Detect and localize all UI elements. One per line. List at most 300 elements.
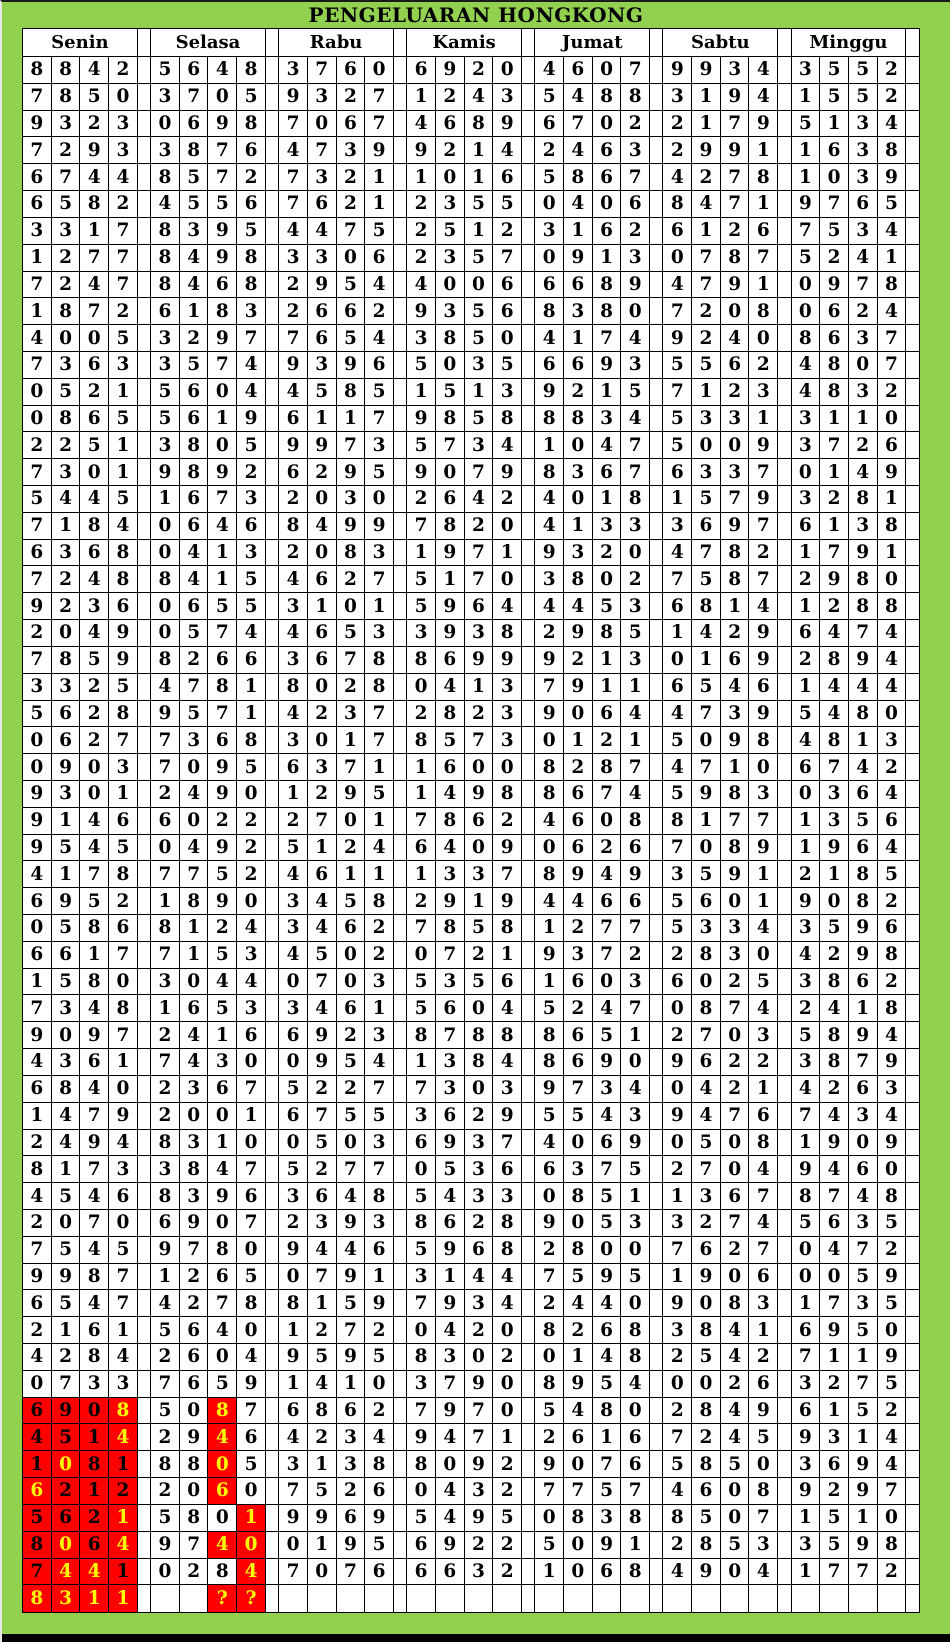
separator-cell — [650, 1504, 663, 1531]
digit-cell: 2 — [820, 244, 849, 271]
digit-cell: 2 — [336, 1022, 365, 1049]
digit-cell: 3 — [365, 539, 394, 566]
digit-cell: 9 — [820, 1317, 849, 1344]
separator-cell — [906, 754, 920, 781]
digit-cell: 8 — [749, 727, 778, 754]
digit-cell: 3 — [791, 915, 820, 942]
digit-cell: 9 — [564, 673, 593, 700]
digit-cell: 3 — [564, 459, 593, 486]
digit-cell: 8 — [365, 1183, 394, 1210]
digit-cell: 9 — [820, 271, 849, 298]
digit-cell: 5 — [464, 915, 493, 942]
digit-cell: 7 — [23, 1558, 52, 1585]
digit-cell: 7 — [23, 566, 52, 593]
digit-cell: 3 — [407, 1370, 436, 1397]
digit-cell: 2 — [80, 1504, 109, 1531]
digit-cell: 0 — [435, 271, 464, 298]
separator-cell — [778, 968, 791, 995]
digit-cell: 3 — [307, 1209, 336, 1236]
digit-cell: 2 — [109, 191, 138, 218]
digit-cell: 0 — [720, 1504, 749, 1531]
digit-cell: 2 — [564, 378, 593, 405]
digit-cell: 9 — [848, 1531, 877, 1558]
digit-cell: 9 — [692, 57, 721, 84]
digit-cell: 1 — [749, 861, 778, 888]
digit-cell: 0 — [621, 1290, 650, 1317]
digit-cell: 6 — [307, 861, 336, 888]
digit-cell: 1 — [877, 486, 906, 513]
digit-cell: 5 — [365, 1531, 394, 1558]
separator-cell — [265, 1424, 278, 1451]
digit-cell: 1 — [109, 378, 138, 405]
digit-cell: 9 — [493, 459, 522, 486]
digit-cell: 7 — [848, 1370, 877, 1397]
digit-cell: 1 — [663, 620, 692, 647]
digit-cell: 8 — [749, 1129, 778, 1156]
digit-cell: 2 — [307, 1317, 336, 1344]
digit-cell: 5 — [208, 861, 237, 888]
digit-cell: 9 — [365, 512, 394, 539]
separator-cell — [778, 486, 791, 513]
digit-cell: 3 — [464, 432, 493, 459]
digit-cell: 4 — [592, 1290, 621, 1317]
digit-cell: 4 — [535, 888, 564, 915]
digit-cell: 6 — [179, 405, 208, 432]
separator-cell — [265, 1397, 278, 1424]
digit-cell: 8 — [109, 995, 138, 1022]
table-row — [23, 1049, 920, 1076]
digit-cell: 7 — [179, 1531, 208, 1558]
digit-cell: 6 — [237, 1022, 266, 1049]
digit-cell: 4 — [848, 244, 877, 271]
separator-cell — [522, 727, 535, 754]
digit-cell: 8 — [51, 1075, 80, 1102]
digit-cell: 4 — [80, 57, 109, 84]
digit-cell: 2 — [307, 700, 336, 727]
digit-cell: 9 — [535, 1075, 564, 1102]
digit-cell: 7 — [877, 325, 906, 352]
digit-cell: 0 — [151, 110, 180, 137]
digit-cell: 7 — [336, 754, 365, 781]
digit-cell: 1 — [592, 244, 621, 271]
digit-cell: 2 — [336, 1478, 365, 1505]
digit-cell: 9 — [848, 539, 877, 566]
digit-cell: 4 — [307, 888, 336, 915]
separator-cell — [265, 1209, 278, 1236]
separator-cell — [393, 1478, 406, 1505]
separator-cell — [650, 1451, 663, 1478]
digit-cell: 6 — [336, 1504, 365, 1531]
digit-cell: 4 — [208, 57, 237, 84]
separator-cell — [137, 325, 150, 352]
digit-cell: 4 — [535, 593, 564, 620]
table-row — [23, 325, 920, 352]
digit-cell: 5 — [365, 378, 394, 405]
digit-cell: 3 — [848, 217, 877, 244]
digit-cell: 0 — [464, 754, 493, 781]
digit-cell: 2 — [51, 566, 80, 593]
table-row — [23, 1397, 920, 1424]
digit-cell: 7 — [407, 512, 436, 539]
digit-cell: 3 — [791, 1451, 820, 1478]
separator-cell — [265, 110, 278, 137]
digit-cell: 9 — [791, 1156, 820, 1183]
digit-cell: 6 — [80, 539, 109, 566]
digit-cell: 4 — [621, 780, 650, 807]
digit-cell: 9 — [877, 459, 906, 486]
digit-cell: 1 — [749, 405, 778, 432]
digit-cell: 1 — [279, 1370, 308, 1397]
digit-cell: 6 — [237, 137, 266, 164]
digit-cell: 3 — [51, 1049, 80, 1076]
digit-cell: 9 — [80, 137, 109, 164]
digit-cell: 5 — [407, 566, 436, 593]
digit-cell: 6 — [592, 888, 621, 915]
digit-cell: 7 — [564, 1478, 593, 1505]
digit-cell: 5 — [151, 1504, 180, 1531]
digit-cell: 7 — [592, 1156, 621, 1183]
digit-cell: 6 — [720, 1183, 749, 1210]
digit-cell: 0 — [592, 566, 621, 593]
digit-cell: 9 — [208, 244, 237, 271]
digit-cell: 4 — [493, 137, 522, 164]
digit-cell: 2 — [151, 1102, 180, 1129]
digit-cell: 3 — [365, 620, 394, 647]
separator-cell — [650, 646, 663, 673]
digit-cell: 0 — [621, 1049, 650, 1076]
digit-cell: 2 — [407, 191, 436, 218]
digit-cell: 7 — [692, 754, 721, 781]
separator-cell — [265, 1531, 278, 1558]
digit-cell: 9 — [179, 1424, 208, 1451]
digit-cell: 2 — [279, 486, 308, 513]
digit-cell: 6 — [435, 1558, 464, 1585]
digit-cell: 9 — [435, 1531, 464, 1558]
digit-cell: 7 — [279, 325, 308, 352]
digit-cell: 2 — [720, 1370, 749, 1397]
separator-cell — [265, 646, 278, 673]
digit-cell: 1 — [663, 1263, 692, 1290]
digit-cell: 9 — [720, 137, 749, 164]
digit-cell: 6 — [564, 1022, 593, 1049]
digit-cell: 2 — [720, 1049, 749, 1076]
digit-cell: 1 — [365, 861, 394, 888]
digit-cell: 8 — [464, 110, 493, 137]
digit-cell: 3 — [179, 1129, 208, 1156]
digit-cell: 4 — [109, 1129, 138, 1156]
separator-cell — [906, 351, 920, 378]
digit-cell: 2 — [692, 1209, 721, 1236]
digit-cell: 8 — [848, 566, 877, 593]
table-row — [23, 1236, 920, 1263]
digit-cell: 0 — [435, 164, 464, 191]
separator-cell — [393, 459, 406, 486]
digit-cell: 9 — [208, 754, 237, 781]
digit-cell: 5 — [237, 593, 266, 620]
digit-cell: 3 — [621, 351, 650, 378]
digit-cell: 9 — [464, 646, 493, 673]
digit-cell: 1 — [791, 834, 820, 861]
separator-cell — [265, 915, 278, 942]
digit-cell: 9 — [336, 1531, 365, 1558]
separator-cell — [393, 486, 406, 513]
digit-cell: 0 — [493, 512, 522, 539]
table-row — [23, 673, 920, 700]
digit-cell: 3 — [791, 1049, 820, 1076]
digit-cell: 4 — [621, 1075, 650, 1102]
digit-cell: 3 — [151, 1156, 180, 1183]
digit-cell: 5 — [307, 1344, 336, 1371]
digit-cell: 1 — [791, 164, 820, 191]
digit-cell: 6 — [493, 271, 522, 298]
digit-cell: 1 — [109, 1049, 138, 1076]
digit-cell: 2 — [621, 566, 650, 593]
digit-cell: 0 — [820, 1263, 849, 1290]
digit-cell: 8 — [877, 593, 906, 620]
separator-cell — [137, 1102, 150, 1129]
digit-cell: 8 — [151, 646, 180, 673]
digit-cell: 8 — [237, 271, 266, 298]
digit-cell: 8 — [564, 164, 593, 191]
digit-cell: 6 — [564, 834, 593, 861]
digit-cell: 6 — [749, 1263, 778, 1290]
digit-cell: 9 — [535, 646, 564, 673]
digit-cell: 9 — [464, 1370, 493, 1397]
digit-cell: 5 — [208, 941, 237, 968]
separator-cell — [265, 727, 278, 754]
digit-cell: 7 — [592, 325, 621, 352]
digit-cell: 8 — [435, 405, 464, 432]
digit-cell: 4 — [435, 1183, 464, 1210]
digit-cell: 5 — [307, 378, 336, 405]
separator-cell — [522, 110, 535, 137]
separator-cell — [522, 1156, 535, 1183]
separator-cell — [522, 700, 535, 727]
separator-cell — [265, 378, 278, 405]
digit-cell: 5 — [23, 1504, 52, 1531]
digit-cell: 1 — [592, 673, 621, 700]
digit-cell: 6 — [179, 1317, 208, 1344]
digit-cell: 8 — [279, 673, 308, 700]
separator-cell — [906, 1102, 920, 1129]
digit-cell: 4 — [621, 1370, 650, 1397]
digit-cell: 3 — [493, 727, 522, 754]
digit-cell: 9 — [208, 780, 237, 807]
digit-cell: 2 — [848, 432, 877, 459]
digit-cell: 7 — [208, 700, 237, 727]
separator-cell — [650, 700, 663, 727]
digit-cell: 1 — [621, 1183, 650, 1210]
digit-cell: 9 — [791, 1478, 820, 1505]
digit-cell: 9 — [720, 83, 749, 110]
digit-cell: 2 — [237, 164, 266, 191]
digit-cell: 5 — [663, 888, 692, 915]
digit-cell — [663, 1585, 692, 1613]
digit-cell: 5 — [307, 1129, 336, 1156]
digit-cell: 5 — [493, 191, 522, 218]
digit-cell: 7 — [435, 432, 464, 459]
separator-cell — [906, 593, 920, 620]
separator-cell — [778, 351, 791, 378]
digit-cell: 9 — [877, 1263, 906, 1290]
digit-cell: 4 — [749, 1558, 778, 1585]
digit-cell: 3 — [151, 83, 180, 110]
digit-cell: 1 — [692, 646, 721, 673]
digit-cell: 5 — [848, 807, 877, 834]
digit-cell: 5 — [820, 1531, 849, 1558]
separator-cell — [393, 1129, 406, 1156]
digit-cell: 6 — [151, 807, 180, 834]
separator-cell — [393, 1424, 406, 1451]
digit-cell: 3 — [80, 593, 109, 620]
separator-cell — [265, 1183, 278, 1210]
digit-cell: 8 — [365, 646, 394, 673]
digit-cell: 7 — [109, 1290, 138, 1317]
separator-cell — [906, 673, 920, 700]
digit-cell: 3 — [179, 1183, 208, 1210]
digit-cell: 7 — [435, 941, 464, 968]
digit-cell: 2 — [464, 512, 493, 539]
digit-cell: 7 — [435, 1370, 464, 1397]
digit-cell: 5 — [464, 191, 493, 218]
separator-cell — [137, 351, 150, 378]
digit-cell: 4 — [493, 432, 522, 459]
digit-cell: 1 — [464, 888, 493, 915]
digit-cell: 7 — [720, 1102, 749, 1129]
digit-cell: 3 — [279, 1451, 308, 1478]
digit-cell: 7 — [820, 754, 849, 781]
digit-cell: 8 — [820, 1049, 849, 1076]
separator-cell — [522, 1531, 535, 1558]
separator-cell — [265, 486, 278, 513]
digit-cell: 5 — [407, 995, 436, 1022]
digit-cell: 0 — [877, 1156, 906, 1183]
digit-cell: 4 — [80, 807, 109, 834]
digit-cell: 6 — [692, 1236, 721, 1263]
digit-cell: 6 — [365, 1478, 394, 1505]
separator-cell — [650, 57, 663, 84]
digit-cell: 8 — [208, 1236, 237, 1263]
digit-cell: 4 — [237, 1558, 266, 1585]
separator-cell — [778, 1504, 791, 1531]
digit-cell: 8 — [51, 405, 80, 432]
digit-cell: 8 — [151, 1183, 180, 1210]
digit-cell: 9 — [848, 646, 877, 673]
digit-cell: 3 — [307, 754, 336, 781]
digit-cell: 5 — [365, 780, 394, 807]
digit-cell: 8 — [877, 512, 906, 539]
digit-cell: 6 — [564, 780, 593, 807]
digit-cell: 8 — [592, 754, 621, 781]
digit-cell: 5 — [51, 378, 80, 405]
digit-cell: 3 — [435, 1075, 464, 1102]
digit-cell: 0 — [493, 1370, 522, 1397]
separator-cell — [778, 271, 791, 298]
digit-cell: 4 — [663, 700, 692, 727]
digit-cell: 7 — [407, 915, 436, 942]
digit-cell: 6 — [663, 459, 692, 486]
digit-cell: 2 — [749, 1344, 778, 1371]
separator-cell — [650, 378, 663, 405]
separator-cell — [906, 915, 920, 942]
digit-cell: 5 — [692, 1129, 721, 1156]
header-separator-cell — [137, 29, 150, 57]
digit-cell: 2 — [151, 1424, 180, 1451]
digit-cell: 0 — [279, 968, 308, 995]
separator-cell — [650, 1156, 663, 1183]
digit-cell: 7 — [464, 566, 493, 593]
separator-cell — [778, 1183, 791, 1210]
digit-cell: 6 — [435, 110, 464, 137]
table-row — [23, 137, 920, 164]
digit-cell: 7 — [749, 1236, 778, 1263]
digit-cell: 6 — [791, 1317, 820, 1344]
digit-cell: 2 — [151, 1344, 180, 1371]
separator-cell — [137, 1451, 150, 1478]
digit-cell: 9 — [435, 593, 464, 620]
separator-cell — [265, 1022, 278, 1049]
digit-cell: 2 — [493, 1558, 522, 1585]
digit-cell: 7 — [208, 164, 237, 191]
digit-cell: 5 — [23, 700, 52, 727]
separator-cell — [137, 1344, 150, 1371]
table-row — [23, 1102, 920, 1129]
separator-cell — [137, 1209, 150, 1236]
digit-cell: 0 — [848, 351, 877, 378]
digit-cell: 9 — [208, 888, 237, 915]
table-row — [23, 459, 920, 486]
digit-cell: 9 — [564, 1370, 593, 1397]
digit-cell: 6 — [564, 968, 593, 995]
digit-cell: 8 — [877, 941, 906, 968]
digit-cell: 3 — [51, 217, 80, 244]
digit-cell: 2 — [179, 1290, 208, 1317]
digit-cell: 9 — [848, 1451, 877, 1478]
digit-cell: 0 — [877, 1504, 906, 1531]
separator-cell — [137, 1370, 150, 1397]
digit-cell: 0 — [692, 968, 721, 995]
digit-cell: 9 — [435, 1236, 464, 1263]
table-row — [23, 486, 920, 513]
digit-cell: 3 — [279, 727, 308, 754]
digit-cell: 2 — [407, 700, 436, 727]
digit-cell: 4 — [535, 807, 564, 834]
separator-cell — [522, 244, 535, 271]
separator-cell — [650, 405, 663, 432]
digit-cell: 5 — [151, 57, 180, 84]
digit-cell: 1 — [791, 1290, 820, 1317]
digit-cell: 0 — [621, 298, 650, 325]
digit-cell: 6 — [179, 110, 208, 137]
digit-cell: 0 — [535, 1504, 564, 1531]
digit-cell: 6 — [279, 754, 308, 781]
digit-cell: 4 — [749, 915, 778, 942]
digit-cell: 1 — [179, 298, 208, 325]
table-row — [23, 1263, 920, 1290]
separator-cell — [906, 727, 920, 754]
digit-cell: 7 — [407, 807, 436, 834]
separator-cell — [650, 1424, 663, 1451]
digit-cell: 0 — [791, 459, 820, 486]
digit-cell: 6 — [592, 137, 621, 164]
digit-cell: 3 — [80, 1370, 109, 1397]
digit-cell: 5 — [791, 110, 820, 137]
digit-cell: 5 — [848, 83, 877, 110]
digit-cell: 6 — [365, 1236, 394, 1263]
digit-cell: 4 — [109, 1344, 138, 1371]
digit-cell: 7 — [535, 1263, 564, 1290]
digit-cell: 5 — [435, 1156, 464, 1183]
